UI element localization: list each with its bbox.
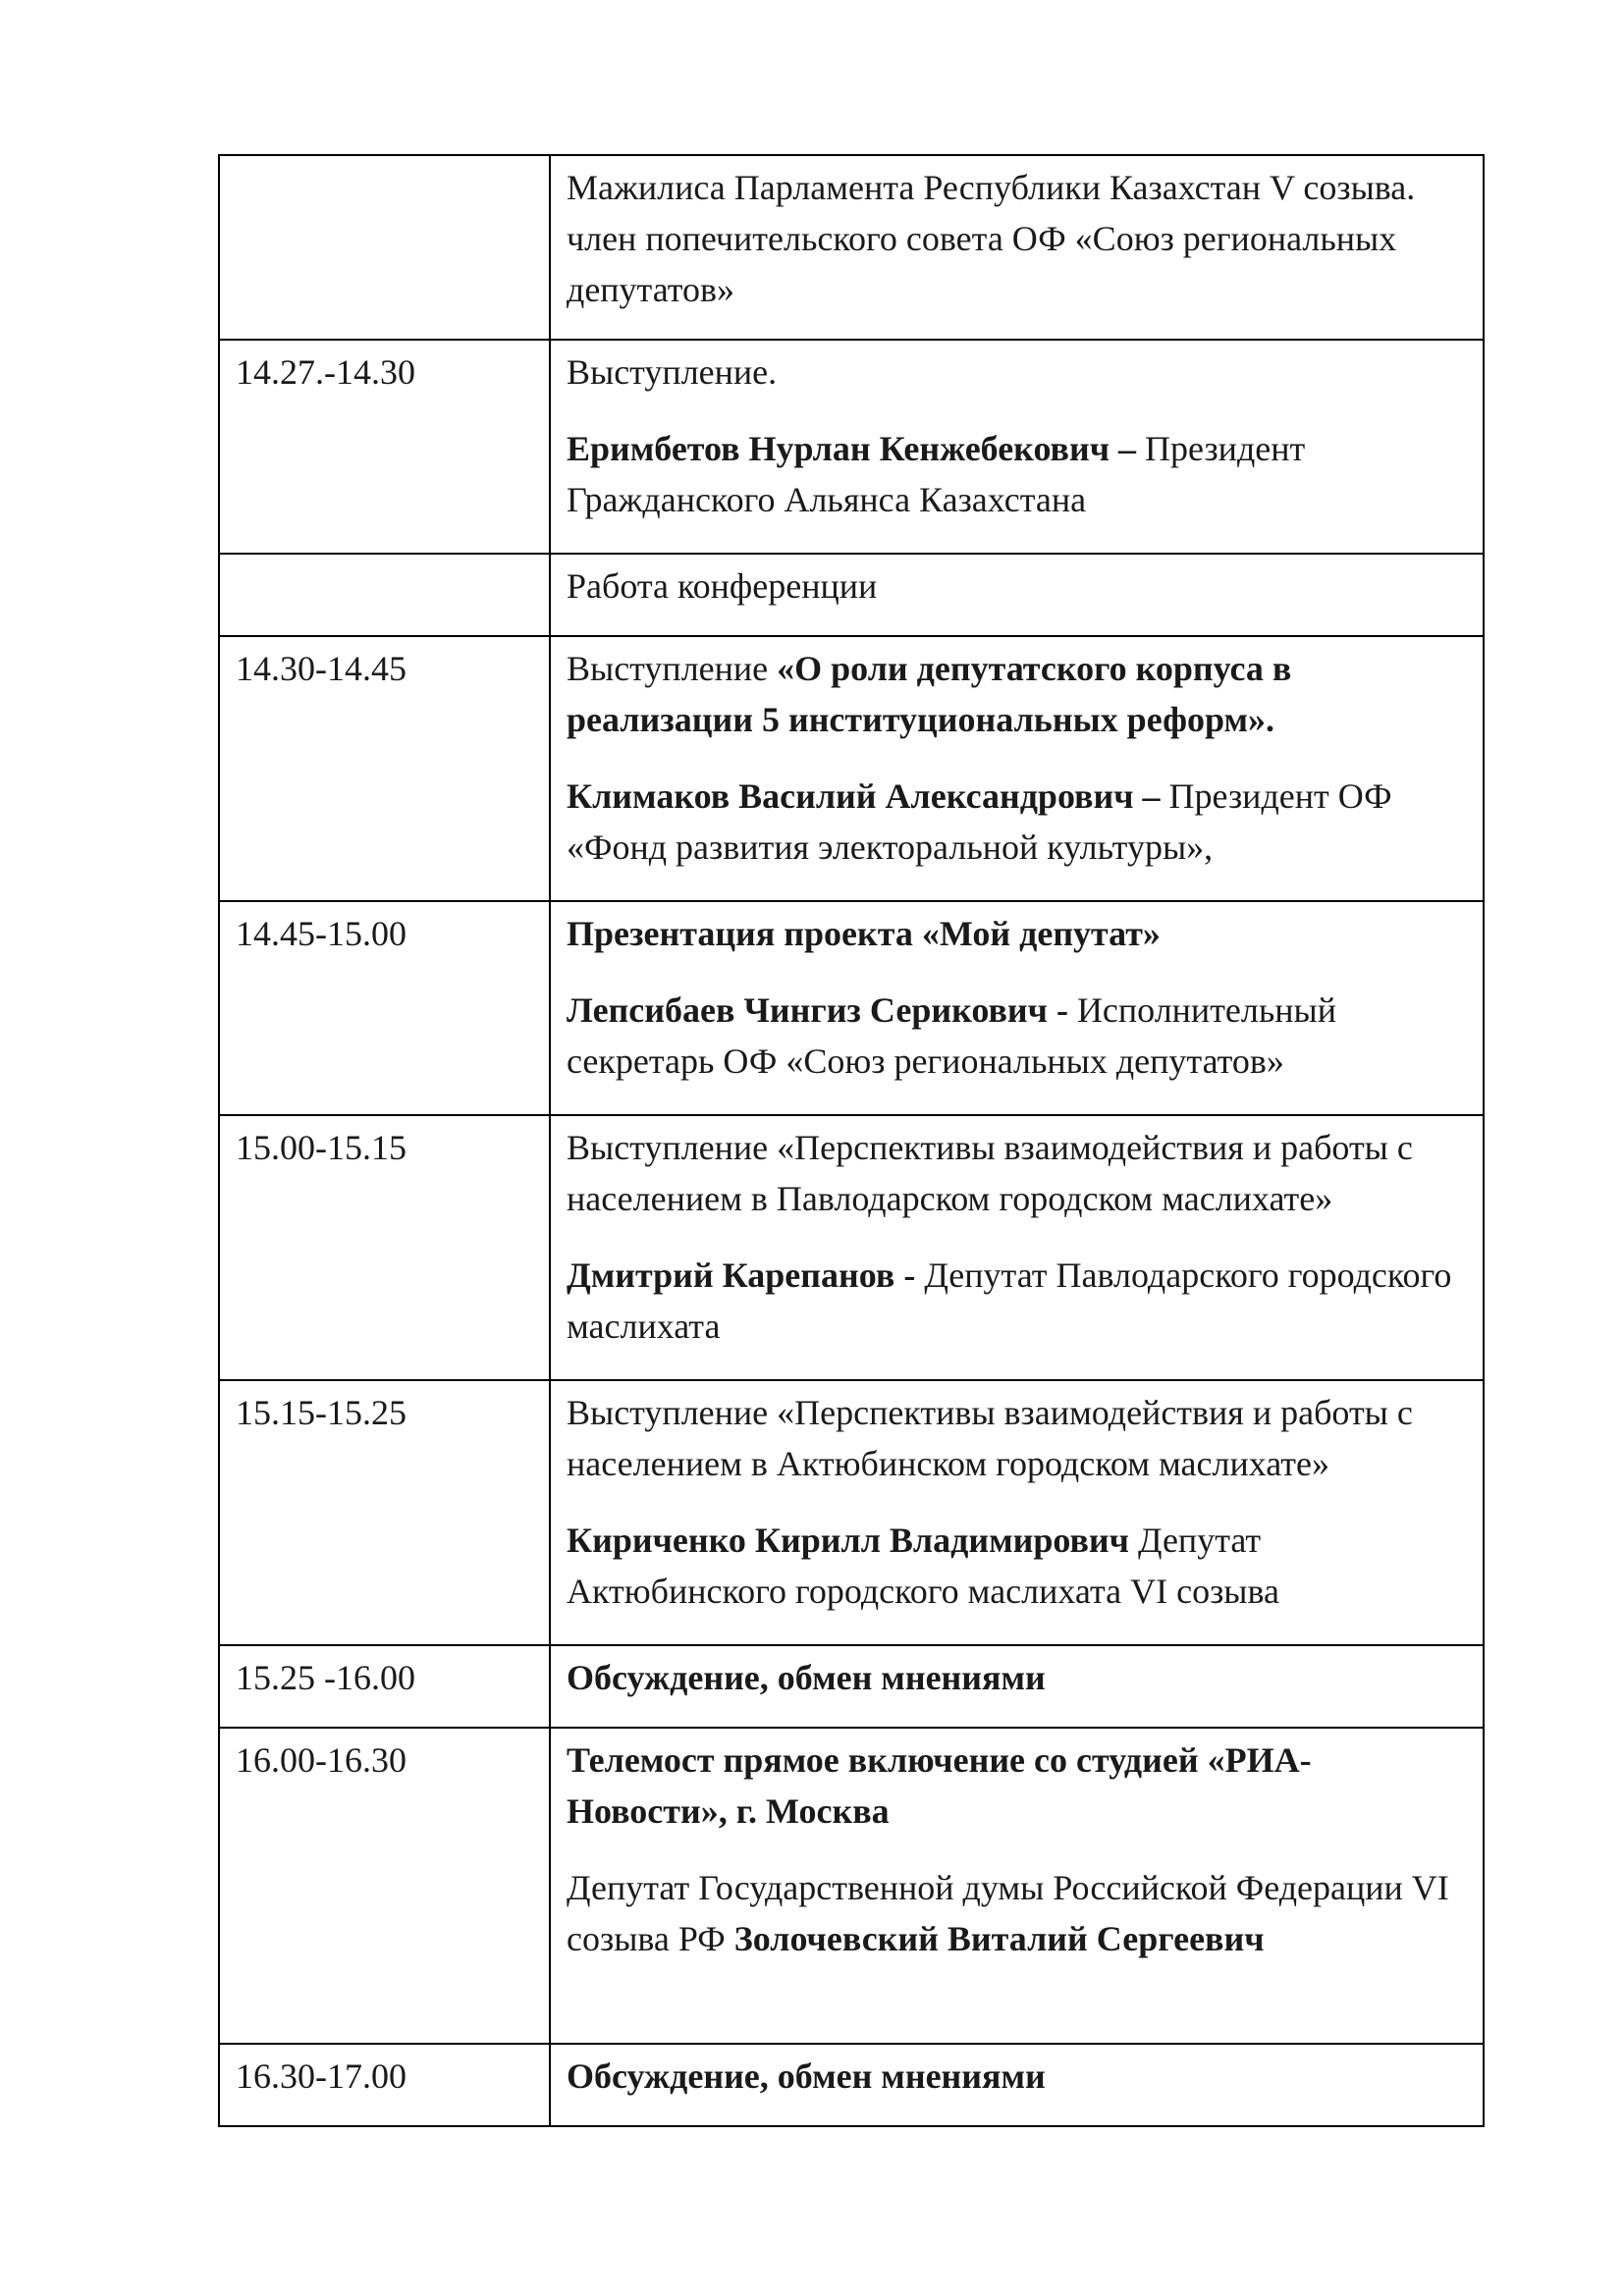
bold-text: Еримбетов Нурлан Кенжебекович – bbox=[567, 429, 1146, 468]
description-paragraph bbox=[567, 1652, 1469, 1703]
table-row bbox=[219, 901, 1484, 1115]
table-row bbox=[219, 636, 1484, 901]
program-table-body bbox=[219, 155, 1484, 2126]
table-row bbox=[219, 1380, 1484, 1645]
bold-text: Кириченко Кирилл Владимирович bbox=[567, 1521, 1138, 1560]
text: Депутат Актюбинского городского маслихата VI созыва bbox=[567, 1521, 1279, 1611]
text: Выступление. bbox=[567, 352, 778, 392]
text: Мажилиса Парламента Республики Казахстан V созыва. член попечительского совета ОФ «Союз региональных депутатов» bbox=[567, 168, 1416, 309]
bold-text: Обсуждение, обмен мнениями bbox=[567, 1658, 1046, 1697]
text: Выступление «Перспективы взаимодействия и работы с населением в Павлодарском городском маслихате» bbox=[567, 1128, 1413, 1218]
description-cell bbox=[550, 636, 1484, 901]
text: Исполнительный секретарь ОФ «Союз региональных депутатов» bbox=[567, 990, 1337, 1081]
program-table bbox=[218, 154, 1485, 2127]
description-cell bbox=[550, 340, 1484, 554]
description-cell bbox=[550, 1728, 1484, 2044]
description-paragraph bbox=[567, 771, 1469, 873]
text: Депутат Государственной думы Российской Федерации VI созыва РФ bbox=[567, 1868, 1449, 1958]
description-paragraph bbox=[567, 1387, 1469, 1489]
description-cell bbox=[550, 1115, 1484, 1380]
table-row bbox=[219, 340, 1484, 554]
description-paragraph bbox=[567, 1862, 1469, 1964]
time-cell: 15.25 -16.00 bbox=[219, 1645, 550, 1728]
time-cell: 14.27.-14.30 bbox=[219, 340, 550, 554]
table-row bbox=[219, 155, 1484, 340]
description-paragraph bbox=[567, 985, 1469, 1087]
description-cell bbox=[550, 554, 1484, 636]
description-paragraph bbox=[567, 561, 1469, 612]
table-row bbox=[219, 1728, 1484, 2044]
description-paragraph bbox=[567, 162, 1469, 315]
bold-text: Телемост прямое включение со студией «РИА-Новости», г. Москва bbox=[567, 1740, 1312, 1831]
text: Депутат Павлодарского городского маслихата bbox=[567, 1255, 1452, 1346]
bold-text: Климаков Василий Александрович – bbox=[567, 776, 1169, 816]
table-row bbox=[219, 1645, 1484, 1728]
description-paragraph bbox=[567, 1735, 1469, 1837]
time-cell: 16.00-16.30 bbox=[219, 1728, 550, 2044]
description-paragraph bbox=[567, 1515, 1469, 1617]
time-cell: 14.45-15.00 bbox=[219, 901, 550, 1115]
text: Президент ОФ «Фонд развития электоральной культуры», bbox=[567, 776, 1392, 867]
time-cell: 15.15-15.25 bbox=[219, 1380, 550, 1645]
bold-text: Лепсибаев Чингиз Серикович - bbox=[567, 990, 1077, 1030]
description-paragraph bbox=[567, 643, 1469, 745]
description-cell bbox=[550, 2044, 1484, 2126]
bold-text: Золочевский Виталий Сергеевич bbox=[733, 1919, 1265, 1958]
text: Выступление bbox=[567, 649, 778, 688]
time-cell: 15.00-15.15 bbox=[219, 1115, 550, 1380]
time-cell: 16.30-17.00 bbox=[219, 2044, 550, 2126]
text: Президент Гражданского Альянса Казахстана bbox=[567, 429, 1306, 519]
text: Выступление «Перспективы взаимодействия и работы с населением в Актюбинском городском маслихате» bbox=[567, 1393, 1413, 1483]
time-cell: 14.30-14.45 bbox=[219, 636, 550, 901]
description-paragraph bbox=[567, 423, 1469, 525]
description-cell bbox=[550, 901, 1484, 1115]
table-row bbox=[219, 554, 1484, 636]
bold-text: «О роли депутатского корпуса в реализации 5 институциональных реформ». bbox=[567, 649, 1292, 739]
bold-text: Презентация проекта «Мой депутат» bbox=[567, 914, 1161, 953]
description-paragraph bbox=[567, 908, 1469, 959]
description-paragraph bbox=[567, 1250, 1469, 1352]
bold-text: Обсуждение, обмен мнениями bbox=[567, 2056, 1046, 2096]
time-cell bbox=[219, 155, 550, 340]
description-paragraph bbox=[567, 2051, 1469, 2102]
description-cell bbox=[550, 1645, 1484, 1728]
table-row bbox=[219, 1115, 1484, 1380]
table-row bbox=[219, 2044, 1484, 2126]
bold-text: Дмитрий Карепанов - bbox=[567, 1255, 925, 1295]
description-cell bbox=[550, 1380, 1484, 1645]
text: Работа конференции bbox=[567, 566, 878, 606]
description-paragraph bbox=[567, 1122, 1469, 1224]
description-cell bbox=[550, 155, 1484, 340]
description-paragraph bbox=[567, 347, 1469, 398]
time-cell bbox=[219, 554, 550, 636]
